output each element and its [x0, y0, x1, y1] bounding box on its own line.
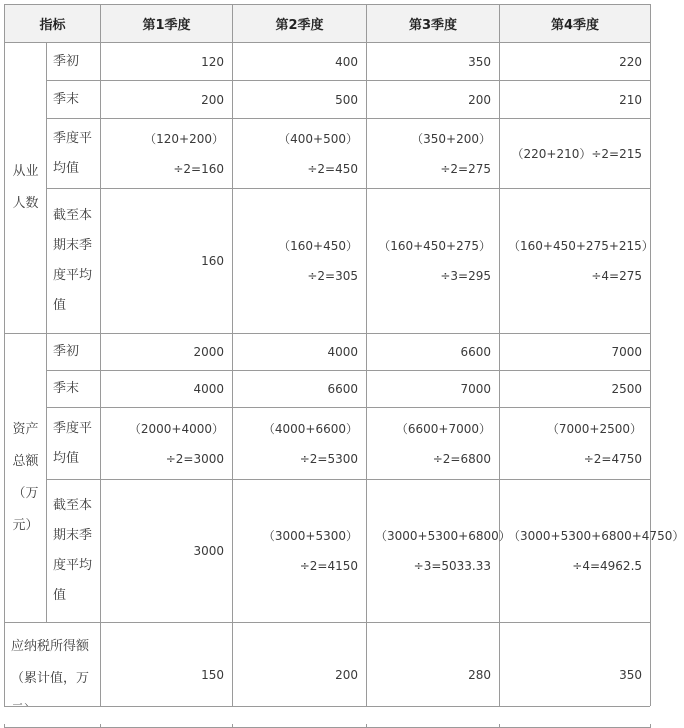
- cell: （3000+5300+6800）÷3=5033.33: [367, 480, 500, 623]
- header-q3: 第3季度: [367, 5, 500, 43]
- cell: 2000: [101, 334, 233, 371]
- row-label: 季末: [47, 81, 101, 119]
- cell: 200: [233, 623, 367, 728]
- cell: 6600: [233, 371, 367, 408]
- header-q4: 第4季度: [500, 5, 651, 43]
- cell: 150: [101, 623, 233, 728]
- header-q1: 第1季度: [101, 5, 233, 43]
- cell: （4000+6600）÷2=5300: [233, 408, 367, 480]
- cell: （350+200）÷2=275: [367, 119, 500, 189]
- cell: 350: [500, 623, 651, 728]
- cell: （160+450+275）÷3=295: [367, 189, 500, 334]
- row-label: 季末: [47, 371, 101, 408]
- table-row: [5, 119, 651, 189]
- cell: 200: [367, 81, 500, 119]
- row-label: 季初: [47, 334, 101, 371]
- cell: （120+200）÷2=160: [101, 119, 233, 189]
- cell: 2500: [500, 371, 651, 408]
- cell: 6600: [367, 334, 500, 371]
- group-label-assets: 资产总额（万元）: [5, 334, 47, 623]
- header-q2: 第2季度: [233, 5, 367, 43]
- cell: （400+500）÷2=450: [233, 119, 367, 189]
- table-row: [5, 189, 651, 334]
- cell: （160+450+275+215）÷4=275: [500, 189, 651, 334]
- row-label: 季度平均值: [47, 119, 101, 189]
- row-label: 季初: [47, 43, 101, 81]
- cell: 280: [367, 623, 500, 728]
- cell: 500: [233, 81, 367, 119]
- table-row: [5, 408, 651, 480]
- group-label-employees: 从业人数: [5, 43, 47, 334]
- cell: 7000: [367, 371, 500, 408]
- table-row: [5, 371, 651, 408]
- cell: （3000+5300）÷2=4150: [233, 480, 367, 623]
- cell: 160: [101, 189, 233, 334]
- cell: 120: [101, 43, 233, 81]
- table-border-line: [4, 706, 650, 707]
- row-label-taxable-income: 应纳税所得额（累计值，万: [5, 623, 101, 728]
- header-row: [5, 5, 651, 43]
- table-row: [5, 81, 651, 119]
- cell: 4000: [101, 371, 233, 408]
- cell: （7000+2500）÷2=4750: [500, 408, 651, 480]
- row-label: 截至本期末季度平均值: [47, 189, 101, 334]
- table-row: [5, 480, 651, 623]
- cell: 220: [500, 43, 651, 81]
- cell: （160+450）÷2=305: [233, 189, 367, 334]
- cell: （3000+5300+6800+4750）÷4=4962.5: [500, 480, 651, 623]
- cell: 4000: [233, 334, 367, 371]
- cell: （2000+4000）÷2=3000: [101, 408, 233, 480]
- cell: 7000: [500, 334, 651, 371]
- row-label: 截至本期末季度平均值: [47, 480, 101, 623]
- row-label: 季度平均值: [47, 408, 101, 480]
- cell: （220+210）÷2=215: [500, 119, 651, 189]
- table-row: [5, 43, 651, 81]
- cell: 210: [500, 81, 651, 119]
- cell: 200: [101, 81, 233, 119]
- indicator-table: [4, 4, 684, 728]
- clipped-bottom-edge: [0, 706, 652, 724]
- cell: 400: [233, 43, 367, 81]
- cell: 350: [367, 43, 500, 81]
- table-row: [5, 334, 651, 371]
- header-indicator: 指标: [5, 5, 101, 43]
- cell: 3000: [101, 480, 233, 623]
- cell: （6600+7000）÷2=6800: [367, 408, 500, 480]
